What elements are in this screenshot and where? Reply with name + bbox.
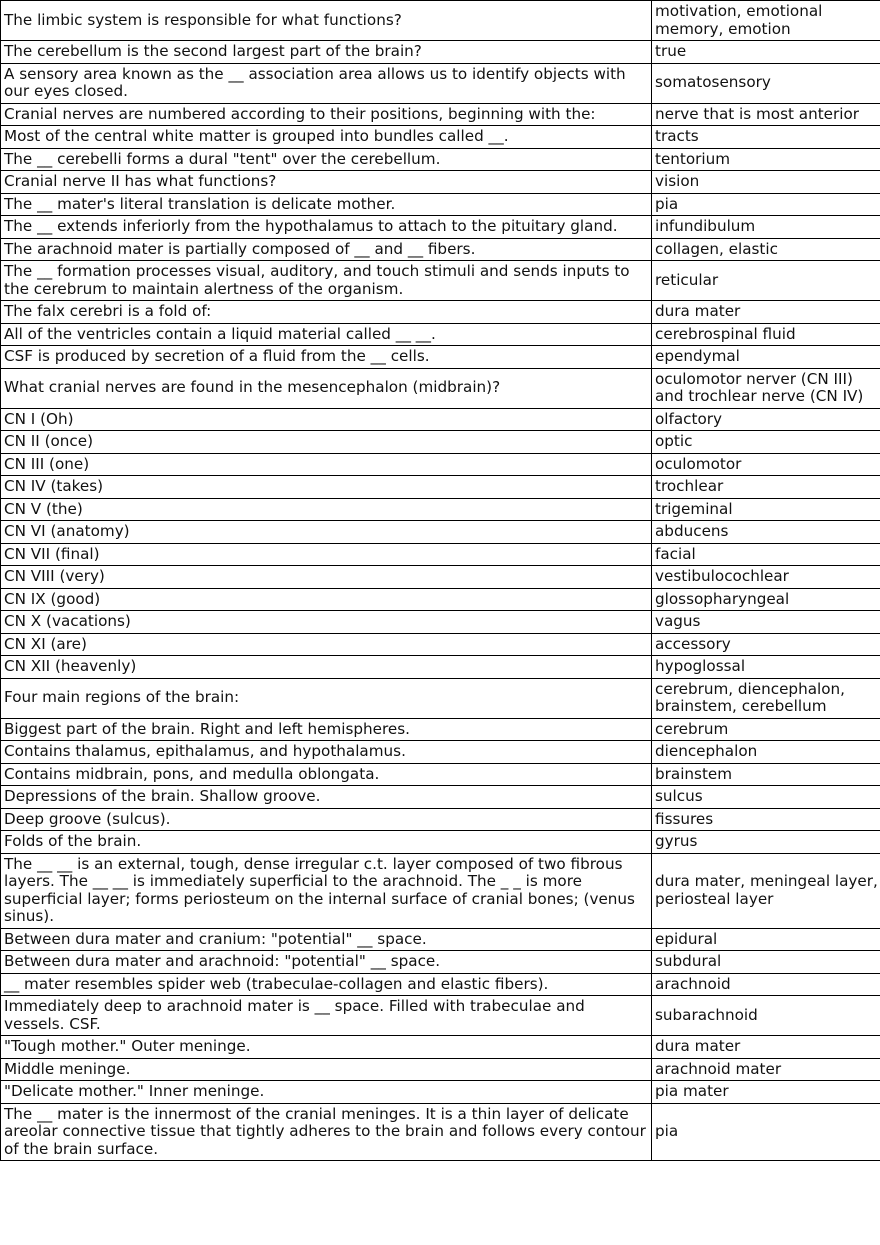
definition-cell: facial bbox=[652, 543, 880, 566]
term-cell: The __ formation processes visual, auditory, and touch stimuli and sends inputs to the cerebrum to maintain alertness of the organism. bbox=[1, 261, 652, 301]
table-row bbox=[1, 611, 880, 634]
table-row bbox=[1, 148, 880, 171]
definition-cell: cerebrum bbox=[652, 718, 880, 741]
term-cell: The __ __ is an external, tough, dense irregular c.t. layer composed of two fibrous layers. The __ __ is immediately superficial to the arachnoid. The _ _ is more superficial layer; forms periosteum on the internal surface of cranial bones; (venus sinus). bbox=[1, 853, 652, 928]
table-row bbox=[1, 261, 880, 301]
term-cell: The __ extends inferiorly from the hypothalamus to attach to the pituitary gland. bbox=[1, 216, 652, 239]
definition-cell: pia mater bbox=[652, 1081, 880, 1104]
term-cell: CN VI (anatomy) bbox=[1, 521, 652, 544]
term-cell: CN IV (takes) bbox=[1, 476, 652, 499]
definition-cell: fissures bbox=[652, 808, 880, 831]
definition-cell: true bbox=[652, 41, 880, 64]
table-row bbox=[1, 476, 880, 499]
term-cell: Between dura mater and arachnoid: "potential" __ space. bbox=[1, 951, 652, 974]
table-row bbox=[1, 928, 880, 951]
table-row bbox=[1, 633, 880, 656]
definition-cell: arachnoid bbox=[652, 973, 880, 996]
definition-cell: brainstem bbox=[652, 763, 880, 786]
table-row bbox=[1, 193, 880, 216]
term-cell: Deep groove (sulcus). bbox=[1, 808, 652, 831]
table-row bbox=[1, 786, 880, 809]
table-row bbox=[1, 323, 880, 346]
table-row bbox=[1, 41, 880, 64]
table-row bbox=[1, 498, 880, 521]
table-row bbox=[1, 588, 880, 611]
definition-cell: epidural bbox=[652, 928, 880, 951]
term-cell: CN V (the) bbox=[1, 498, 652, 521]
definition-cell: abducens bbox=[652, 521, 880, 544]
definition-cell: optic bbox=[652, 431, 880, 454]
table-row bbox=[1, 238, 880, 261]
table-row bbox=[1, 831, 880, 854]
table-row bbox=[1, 368, 880, 408]
term-cell: CN III (one) bbox=[1, 453, 652, 476]
term-cell: Biggest part of the brain. Right and left hemispheres. bbox=[1, 718, 652, 741]
definition-cell: tracts bbox=[652, 126, 880, 149]
term-cell: Four main regions of the brain: bbox=[1, 678, 652, 718]
term-cell: Most of the central white matter is grouped into bundles called __. bbox=[1, 126, 652, 149]
table-row bbox=[1, 301, 880, 324]
definition-cell: vagus bbox=[652, 611, 880, 634]
table-row bbox=[1, 453, 880, 476]
table-row bbox=[1, 1103, 880, 1161]
table-row bbox=[1, 566, 880, 589]
term-cell: CN XI (are) bbox=[1, 633, 652, 656]
table-row bbox=[1, 951, 880, 974]
definition-cell: gyrus bbox=[652, 831, 880, 854]
definition-cell: accessory bbox=[652, 633, 880, 656]
definition-cell: subdural bbox=[652, 951, 880, 974]
table-row bbox=[1, 1081, 880, 1104]
term-cell: A sensory area known as the __ association area allows us to identify objects with our eyes closed. bbox=[1, 63, 652, 103]
table-row bbox=[1, 741, 880, 764]
definition-cell: oculomotor bbox=[652, 453, 880, 476]
definition-cell: glossopharyngeal bbox=[652, 588, 880, 611]
term-cell: Cranial nerves are numbered according to their positions, beginning with the: bbox=[1, 103, 652, 126]
term-cell: CN IX (good) bbox=[1, 588, 652, 611]
definition-cell: vestibulocochlear bbox=[652, 566, 880, 589]
table-row bbox=[1, 63, 880, 103]
table-row bbox=[1, 126, 880, 149]
table-row bbox=[1, 216, 880, 239]
definition-cell: collagen, elastic bbox=[652, 238, 880, 261]
term-cell: Cranial nerve II has what functions? bbox=[1, 171, 652, 194]
definition-cell: trochlear bbox=[652, 476, 880, 499]
definition-cell: nerve that is most anterior bbox=[652, 103, 880, 126]
table-row bbox=[1, 1036, 880, 1059]
definition-cell: sulcus bbox=[652, 786, 880, 809]
definition-cell: dura mater bbox=[652, 1036, 880, 1059]
term-cell: CSF is produced by secretion of a fluid from the __ cells. bbox=[1, 346, 652, 369]
term-cell: The __ cerebelli forms a dural "tent" over the cerebellum. bbox=[1, 148, 652, 171]
term-cell: CN XII (heavenly) bbox=[1, 656, 652, 679]
table-row bbox=[1, 408, 880, 431]
definition-cell: arachnoid mater bbox=[652, 1058, 880, 1081]
definition-cell: pia bbox=[652, 193, 880, 216]
definition-cell: dura mater, meningeal layer, periosteal layer bbox=[652, 853, 880, 928]
term-cell: CN X (vacations) bbox=[1, 611, 652, 634]
term-cell: Contains midbrain, pons, and medulla oblongata. bbox=[1, 763, 652, 786]
definition-cell: vision bbox=[652, 171, 880, 194]
table-row bbox=[1, 103, 880, 126]
definition-cell: dura mater bbox=[652, 301, 880, 324]
definition-cell: diencephalon bbox=[652, 741, 880, 764]
definition-cell: olfactory bbox=[652, 408, 880, 431]
table-row bbox=[1, 996, 880, 1036]
table-row bbox=[1, 521, 880, 544]
term-cell: __ mater resembles spider web (trabeculae-collagen and elastic fibers). bbox=[1, 973, 652, 996]
term-cell: CN VIII (very) bbox=[1, 566, 652, 589]
term-cell: Folds of the brain. bbox=[1, 831, 652, 854]
table-row bbox=[1, 678, 880, 718]
term-cell: CN VII (final) bbox=[1, 543, 652, 566]
term-cell: The arachnoid mater is partially composed of __ and __ fibers. bbox=[1, 238, 652, 261]
definition-cell: tentorium bbox=[652, 148, 880, 171]
table-row bbox=[1, 431, 880, 454]
term-cell: The limbic system is responsible for what functions? bbox=[1, 1, 652, 41]
term-cell: Immediately deep to arachnoid mater is __ space. Filled with trabeculae and vessels. CSF. bbox=[1, 996, 652, 1036]
term-cell: The cerebellum is the second largest part of the brain? bbox=[1, 41, 652, 64]
term-cell: The falx cerebri is a fold of: bbox=[1, 301, 652, 324]
term-cell: What cranial nerves are found in the mesencephalon (midbrain)? bbox=[1, 368, 652, 408]
table-row bbox=[1, 1, 880, 41]
definition-cell: pia bbox=[652, 1103, 880, 1161]
table-row bbox=[1, 718, 880, 741]
definition-cell: reticular bbox=[652, 261, 880, 301]
definition-cell: infundibulum bbox=[652, 216, 880, 239]
term-cell: The __ mater's literal translation is delicate mother. bbox=[1, 193, 652, 216]
table-row bbox=[1, 656, 880, 679]
table-row bbox=[1, 346, 880, 369]
definition-cell: oculomotor nerver (CN III) and trochlear nerve (CN IV) bbox=[652, 368, 880, 408]
definition-cell: somatosensory bbox=[652, 63, 880, 103]
definition-cell: cerebrum, diencephalon, brainstem, cerebellum bbox=[652, 678, 880, 718]
term-cell: "Delicate mother." Inner meninge. bbox=[1, 1081, 652, 1104]
table-row bbox=[1, 973, 880, 996]
table-row bbox=[1, 808, 880, 831]
definition-cell: subarachnoid bbox=[652, 996, 880, 1036]
term-cell: Middle meninge. bbox=[1, 1058, 652, 1081]
definition-cell: ependymal bbox=[652, 346, 880, 369]
table-row bbox=[1, 1058, 880, 1081]
term-cell: CN II (once) bbox=[1, 431, 652, 454]
term-cell: "Tough mother." Outer meninge. bbox=[1, 1036, 652, 1059]
definition-cell: hypoglossal bbox=[652, 656, 880, 679]
table-row bbox=[1, 171, 880, 194]
table-row bbox=[1, 853, 880, 928]
term-cell: The __ mater is the innermost of the cranial meninges. It is a thin layer of delicate areolar connective tissue that tightly adheres to the brain and follows every contour of the brain surface. bbox=[1, 1103, 652, 1161]
definition-cell: cerebrospinal fluid bbox=[652, 323, 880, 346]
term-cell: Depressions of the brain. Shallow groove. bbox=[1, 786, 652, 809]
term-cell: Contains thalamus, epithalamus, and hypothalamus. bbox=[1, 741, 652, 764]
term-cell: CN I (Oh) bbox=[1, 408, 652, 431]
table-row bbox=[1, 543, 880, 566]
term-cell: Between dura mater and cranium: "potential" __ space. bbox=[1, 928, 652, 951]
flashcard-rows bbox=[1, 1, 880, 1161]
term-cell: All of the ventricles contain a liquid material called __ __. bbox=[1, 323, 652, 346]
table-row bbox=[1, 763, 880, 786]
definition-cell: motivation, emotional memory, emotion bbox=[652, 1, 880, 41]
definition-cell: trigeminal bbox=[652, 498, 880, 521]
